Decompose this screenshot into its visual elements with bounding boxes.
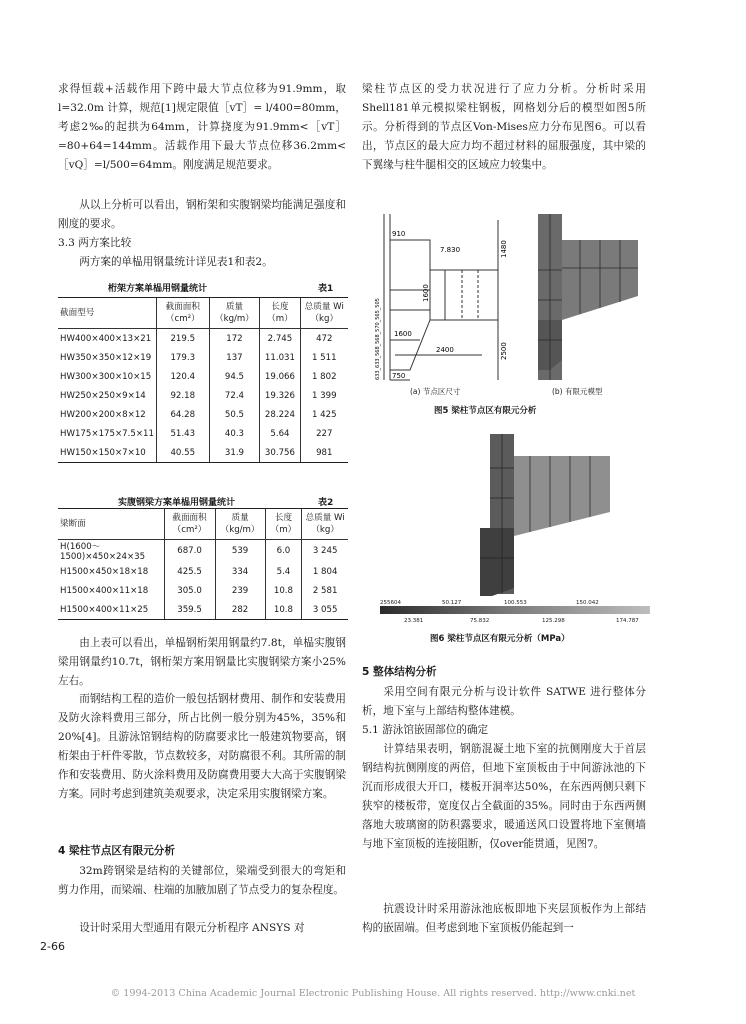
table1-cell: 172 xyxy=(209,329,260,349)
dim-910: 910 xyxy=(392,230,406,238)
dim-750: 750 xyxy=(392,372,406,380)
fig5b-label: (b) 有限元模型 xyxy=(552,387,603,396)
table1-cell: HW200×200×8×12 xyxy=(60,409,146,420)
table2-header-4: 总质量 Wi（kg） xyxy=(302,509,348,540)
copyright-footer: © 1994-2013 China Academic Journal Electronic Publishing House. All rights reserved. http://www.cnki.net xyxy=(110,988,636,999)
table-row xyxy=(58,405,348,424)
table1-cell: 1 399 xyxy=(300,386,348,405)
table2 xyxy=(58,508,348,620)
table1-cell: 40.55 xyxy=(156,443,209,463)
table1-cell: 50.5 xyxy=(209,405,260,424)
table2-cell: H(1600～1500)×450×24×35 xyxy=(60,542,146,562)
table2-cell: H1500×450×18×18 xyxy=(60,566,149,577)
table1-cell: 72.4 xyxy=(209,386,260,405)
table1-cell: 1 511 xyxy=(300,348,348,367)
table1-cell: 120.4 xyxy=(156,367,209,386)
table-row xyxy=(58,424,348,443)
fig5a-label: (a) 节点区尺寸 xyxy=(410,387,461,396)
table1-cell: 981 xyxy=(300,443,348,463)
table1-header-row xyxy=(58,298,348,329)
fig5a-dimension-drawing xyxy=(370,210,508,386)
table2-cell: 359.5 xyxy=(164,600,215,620)
table1-cell: HW350×350×12×19 xyxy=(60,352,152,363)
section-3-3-heading: 3.3 两方案比较 xyxy=(58,237,132,249)
table2-cell: 282 xyxy=(215,600,265,620)
table1-cell: HW250×250×9×14 xyxy=(60,390,146,401)
left-paragraph-5: 而钢结构工程的造价一般包括钢材费用、制作和安装费用及防火涂料费用三部分，所占比例一般分别为45%，35%和20%[4]。且游泳馆钢结构的防腐要求比一般建筑物要高，钢桁架由于杆件零散，节点数较多，对防腐很不利。其所需的制作和安装费用、防火涂料费用及防腐费用要大大高于实腹钢梁方案。同时考虑到建筑美观要求，决定采用实腹钢梁方案。 xyxy=(58,693,346,800)
dim-1600-vertical: 1600 xyxy=(422,284,430,302)
table1-cell: 472 xyxy=(300,329,348,349)
dim-2400: 2400 xyxy=(436,346,454,354)
right-paragraph-2: 采用空间有限元分析与设计软件 SATWE 进行整体分析，地下室与上部结构整体建模。 xyxy=(362,686,646,717)
table2-cell: 3 055 xyxy=(302,600,348,620)
fig6-caption: 图6 梁柱节点区有限元分析（MPa） xyxy=(430,634,570,644)
dim-stack: 633_633_568_568_570_565_505 xyxy=(375,298,381,380)
table2-cell: 6.0 xyxy=(265,540,302,563)
table2-cell: 687.0 xyxy=(164,540,215,563)
right-paragraph-3: 计算结果表明，钢筋混凝土地下室的抗侧刚度大于首层钢结构抗侧刚度的两倍，但地下室顶板由于中间游泳池的下沉而形成很大开口，楼板开洞率达50%，在东西两侧只剩下狭窄的楼板带，宽度仅占全截面的35%。同时由于东西两侧落地大玻璃窗的防积露要求，暖通送风口设置将地下室侧墙与地下室顶板的连接阻断，仅over能贯通，见图7。 xyxy=(362,743,646,850)
left-paragraph-6: 32m跨钢梁是结构的关键部位，梁端受到很大的弯矩和剪力作用，而梁端、柱端的加腋加剧了节点受力的复杂程度。 xyxy=(58,865,346,896)
table1-number: 表1 xyxy=(318,284,334,294)
table2-cell: 3 245 xyxy=(302,540,348,563)
section-5-heading: 5 整体结构分析 xyxy=(362,666,437,678)
table1-cell: 30.756 xyxy=(260,443,300,463)
table-row xyxy=(58,367,348,386)
fig6-stress-contour xyxy=(380,428,650,628)
table-row xyxy=(58,443,348,463)
table2-header-3: 长度（m） xyxy=(265,509,302,540)
table1-header-2: 质量（kg/m） xyxy=(209,298,260,329)
table1-title: 桁架方案单榀用钢量统计 xyxy=(108,284,208,294)
legend-tick-1: 255604 xyxy=(380,600,401,606)
legend-tick-3: 50.127 xyxy=(442,600,462,606)
table1-cell: 94.5 xyxy=(209,367,260,386)
table1-cell: 92.18 xyxy=(156,386,209,405)
table1-header-4: 总质量 Wi（kg） xyxy=(300,298,348,329)
table1-cell: 227 xyxy=(300,424,348,443)
table1-cell: HW150×150×7×10 xyxy=(58,443,156,463)
table2-cell: H1500×400×11×25 xyxy=(58,600,164,620)
table2-cell: 539 xyxy=(215,540,265,563)
table1-cell: 28.224 xyxy=(260,405,300,424)
section-5-1-heading: 5.1 游泳馆嵌固部位的确定 xyxy=(362,724,489,736)
page-number: 2-66 xyxy=(40,940,65,953)
table2-number: 表2 xyxy=(318,498,334,508)
table1-cell: 1 802 xyxy=(300,367,348,386)
table1-cell: HW400×400×13×21 xyxy=(60,333,152,344)
left-paragraph-1: 求得恒载+活载作用下跨中最大节点位移为91.9mm，取 l=32.0m 计算，规范[1]规定限值［vT］= l/400=80mm，考虑2‰的起拱为64mm，计算挠度为91.9mm<［vT］=80+64=144mm。活载作用下最大节点位移36.2mm<［vQ］=l/500=64mm。刚度满足规范要求。 xyxy=(58,83,346,171)
table1-cell: 64.28 xyxy=(156,405,209,424)
table1-cell: 19.326 xyxy=(260,386,300,405)
table-row xyxy=(58,386,348,405)
dim-1600-horizontal: 1600 xyxy=(394,330,412,338)
table1-cell: 137 xyxy=(209,348,260,367)
table-row xyxy=(58,562,348,581)
table2-cell: 2 581 xyxy=(302,581,348,600)
table2-cell: 1 804 xyxy=(302,562,348,581)
table2-cell: 334 xyxy=(215,562,265,581)
table2-cell: 10.8 xyxy=(265,600,302,620)
table1-cell: 40.3 xyxy=(209,424,260,443)
legend-tick-5: 100.553 xyxy=(504,600,527,606)
table2-cell: 10.8 xyxy=(265,581,302,600)
table2-cell: 305.0 xyxy=(164,581,215,600)
legend-tick-4: 75.832 xyxy=(470,618,490,624)
table1-cell: 31.9 xyxy=(209,443,260,463)
table1-header-3: 长度（m） xyxy=(260,298,300,329)
table2-header-1: 截面面积（cm²） xyxy=(164,509,215,540)
left-paragraph-7: 设计时采用大型通用有限元分析程序 ANSYS 对 xyxy=(79,922,305,934)
table1-header-1: 截面面积（cm²） xyxy=(156,298,209,329)
legend-tick-6: 125.298 xyxy=(542,618,565,624)
table1-cell: 219.5 xyxy=(156,329,209,349)
table-row xyxy=(58,540,348,563)
fig5b-fe-model xyxy=(520,210,650,380)
fig5-caption: 图5 梁柱节点区有限元分析 xyxy=(434,406,537,416)
section-4-heading: 4 梁柱节点区有限元分析 xyxy=(58,845,175,857)
dim-1480: 1480 xyxy=(500,240,508,258)
table1-cell: 179.3 xyxy=(156,348,209,367)
right-paragraph-4: 抗震设计时采用游泳池底板即地下夹层顶板作为上部结构的嵌固端。但考虑到地下室顶板仍能起到一 xyxy=(362,903,646,934)
legend-tick-2: 23.381 xyxy=(404,618,424,624)
table1-cell: 2.745 xyxy=(260,329,300,349)
legend-tick-7: 150.042 xyxy=(576,600,599,606)
dim-2500: 2500 xyxy=(500,342,508,360)
legend-tick-8: 174.787 xyxy=(616,618,639,624)
table-row xyxy=(58,581,348,600)
table1-cell: HW175×175×7.5×11 xyxy=(60,428,154,439)
table1-cell: 11.031 xyxy=(260,348,300,367)
table-row xyxy=(58,348,348,367)
left-paragraph-2: 从以上分析可以看出，钢桁架和实腹钢梁均能满足强度和刚度的要求。 xyxy=(58,199,346,230)
fig6-legend-bar xyxy=(380,606,650,614)
table2-cell: 425.5 xyxy=(164,562,215,581)
table1-cell: 5.64 xyxy=(260,424,300,443)
left-paragraph-3: 两方案的单榀用钢量统计详见表1和表2。 xyxy=(79,256,273,268)
table1-cell: 1 425 xyxy=(300,405,348,424)
dim-7830: 7.830 xyxy=(440,246,461,254)
table2-header-2: 质量（kg/m） xyxy=(215,509,265,540)
table1-cell: 51.43 xyxy=(156,424,209,443)
table2-cell: 5.4 xyxy=(265,562,302,581)
table2-header-0: 梁断面 xyxy=(58,509,164,540)
table1-header-0: 截面型号 xyxy=(58,298,156,329)
table2-header-row xyxy=(58,509,348,540)
table-row xyxy=(58,600,348,620)
table1-cell: HW300×300×10×15 xyxy=(60,371,152,382)
table2-title: 实腹钢梁方案单榀用钢量统计 xyxy=(118,498,236,508)
table2-cell: H1500×400×11×18 xyxy=(60,585,149,596)
left-paragraph-4: 由上表可以看出，单榀钢桁架用钢量约7.8t，单榀实腹钢梁用钢量约10.7t，钢桁架方案用钢量比实腹钢梁方案小25%左右。 xyxy=(58,637,346,687)
right-paragraph-1: 梁柱节点区的受力状况进行了应力分析。分析时采用Shell181单元模拟梁柱钢板，网格划分后的模型如图5所示。分析得到的节点区Von-Mises应力分布见图6。可以看出，节点区的最大应力均不超过材料的屈服强度，其中梁的下翼缘与柱牛腿相交的区域应力较集中。 xyxy=(362,83,646,171)
table1-cell: 19.066 xyxy=(260,367,300,386)
table2-cell: 239 xyxy=(215,581,265,600)
table1 xyxy=(58,297,348,463)
table-row xyxy=(58,329,348,349)
